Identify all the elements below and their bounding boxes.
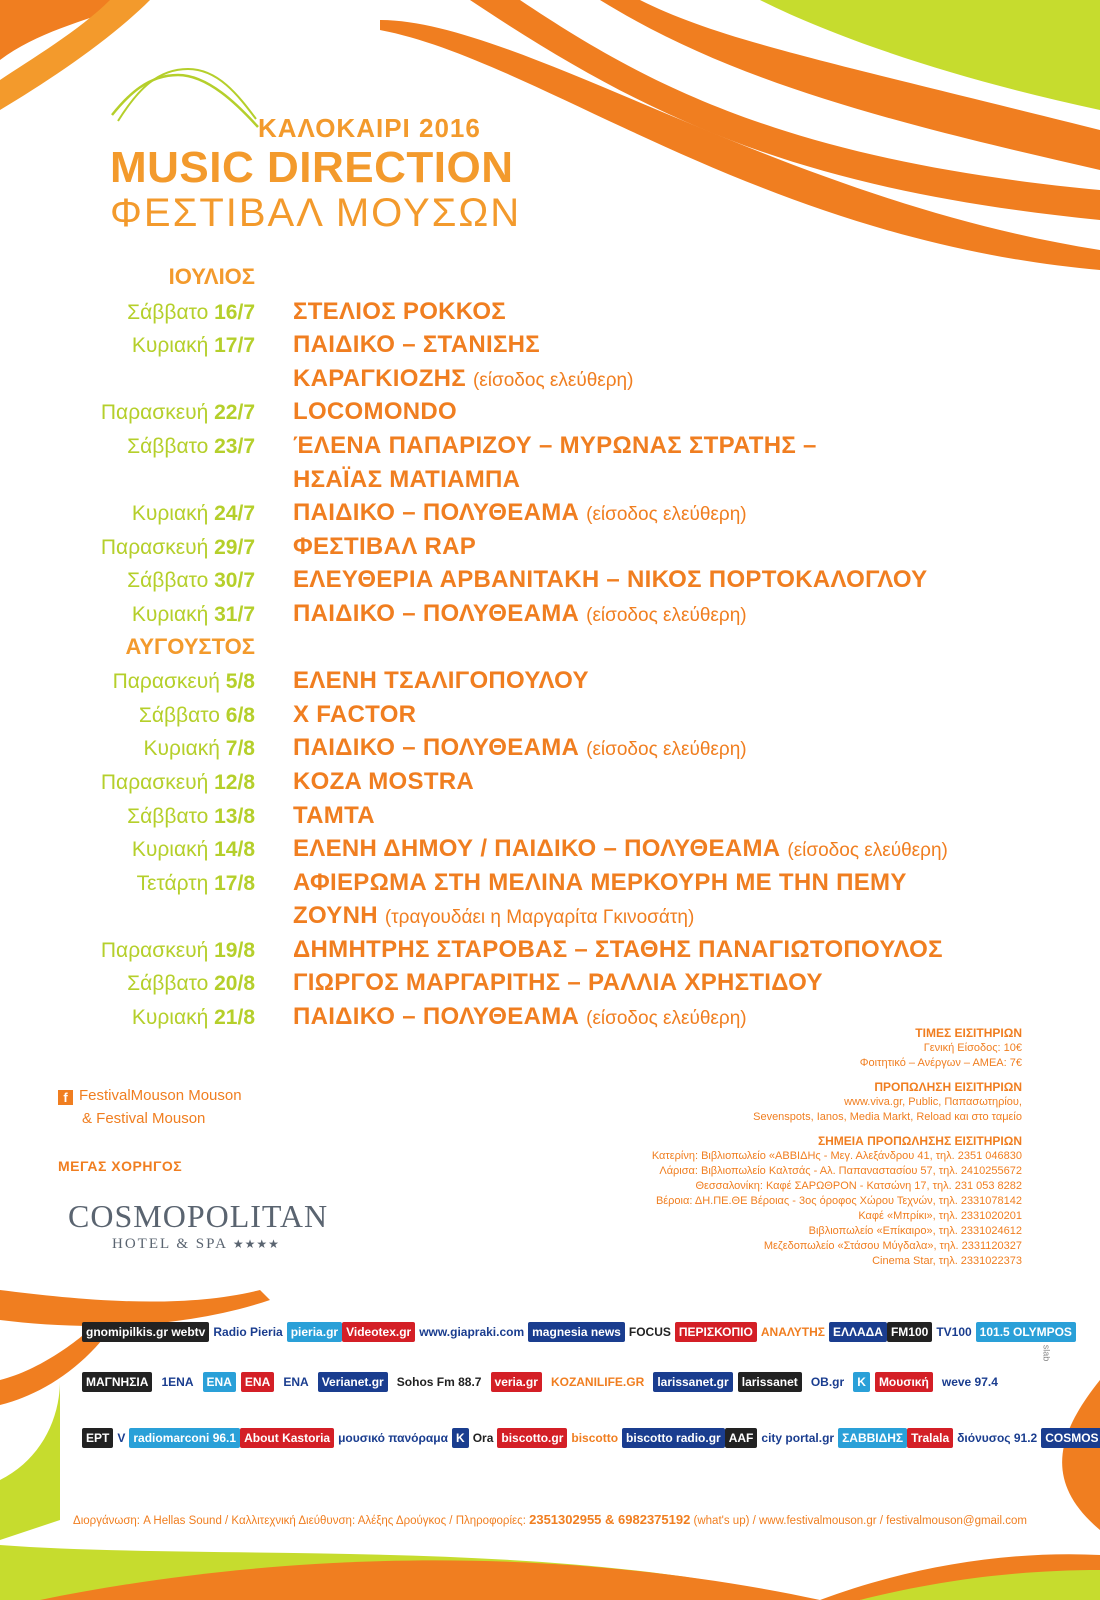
event-title-text: ΔΗΜΗΤΡΗΣ ΣΤΑΡΟΒΑΣ – ΣΤΑΘΗΣ ΠΑΝΑΓΙΩΤΟΠΟΥΛΟΣ [293,935,943,963]
facebook-page-1[interactable]: FestivalMouson Mouson [79,1087,242,1104]
point-item: Βιβλιοπωλείο «Επίκαιρο», τηλ. 2331024612 [808,1225,1022,1237]
event-date [40,502,255,526]
media-logo: ENA [241,1372,274,1392]
media-logo: AAF [725,1428,758,1448]
event-title [293,969,823,997]
event-date-value: 12/8 [214,770,255,794]
event-day: Παρασκευή [100,770,209,794]
media-logo: veria.gr [491,1372,542,1392]
schedule-row [40,667,1050,701]
event-day: Σάββατο [127,434,209,458]
festival-title: ΦΕΣΤΙΒΑΛ ΜΟΥΣΩΝ [110,191,522,235]
event-date [40,334,255,358]
event-title-text: ΠΑΙΔΙΚΟ – ΠΟΛΥΘΕΑΜΑ [293,734,580,762]
event-date [40,872,255,896]
schedule-row [40,835,1050,869]
media-logo: V [117,1431,126,1445]
media-logo: 1ENA [161,1375,194,1389]
schedule-row [40,331,1050,365]
schedule-row [40,902,1050,936]
media-logo: magnesia news [528,1322,625,1342]
sponsor-title: ΜΕΓΑΣ ΧΟΡΗΓΟΣ [58,1158,183,1174]
event-title [293,432,817,460]
footer-contacts[interactable]: (what's up) / www.festivalmouson.gr / festivalmouson@gmail.com [693,1515,1027,1527]
event-date-value: 21/8 [214,1006,255,1030]
schedule-row [40,869,1050,903]
event-title-text: LOCOMONDO [293,398,458,426]
media-logos-row-3 [82,1428,1099,1448]
point-item: Θεσσαλονίκη: Καφέ ΣΑΡΩΘΡΟΝ - Κατσώνη 17, τηλ. 231 053 8282 [695,1180,1022,1192]
media-logo: www.giapraki.com [419,1325,525,1339]
event-title [293,499,747,527]
event-title-text: ΓΙΩΡΓΟΣ ΜΑΡΓΑΡΙΤΗΣ – ΡΑΛΛΙΑ ΧΡΗΣΤΙΔΟΥ [293,969,823,997]
presale-line: Sevenspots, Ianos, Media Markt, Reload και στο ταμείο [753,1111,1022,1123]
media-logo: ΜΑΓΝΗΣΙΑ [82,1372,152,1392]
event-date [40,301,255,325]
event-day: Κυριακή [131,502,209,526]
media-logo: διόνυσος 91.2 [957,1431,1038,1445]
point-item: Καφέ «Μπρίκι», τηλ. 2331020201 [858,1210,1022,1222]
event-date-value: 17/7 [214,334,255,358]
event-date-value: 5/8 [225,670,255,694]
media-logo: ENA [283,1375,309,1389]
media-logo: Μουσική [875,1372,933,1392]
event-date-value: 31/7 [214,602,255,626]
media-logo: Radio Pieria [213,1325,283,1339]
event-title [293,936,943,964]
media-logo: city portal.gr [761,1431,835,1445]
sponsor-logo [68,1192,329,1262]
presale-title: ΠΡΟΠΩΛΗΣΗ ΕΙΣΙΤΗΡΙΩΝ [874,1080,1022,1094]
event-date [40,536,255,560]
point-item: Λάρισα: Βιβλιοπωλείο Καλτσάς - Αλ. Παπαναστασίου 57, τηλ. 2410255672 [659,1165,1022,1177]
points-list [382,1149,1022,1269]
media-logo: FM100 [887,1322,932,1342]
event-title-text: ΠΑΙΔΙΚΟ – ΠΟΛΥΘΕΑΜΑ [293,1003,580,1031]
media-logo: Tralala [907,1428,953,1448]
schedule-row [40,734,1050,768]
month-label: ΙΟΥΛΙΟΣ [168,264,255,289]
schedule-row [40,533,1050,567]
media-logo: ΑΝΑΛΥΤΗΣ [760,1325,825,1339]
event-date [40,737,255,761]
event-title-text: ΚΑΡΑΓΚΙΟΖΗΣ [293,364,467,392]
event-title-text: ΤΑΜΤΑ [293,801,375,829]
price-general: Γενική Είσοδος: 10€ [923,1042,1022,1054]
event-date-value: 29/7 [214,535,255,559]
event-day: Κυριακή [131,602,209,626]
media-logo: ΕΛΛΑΔΑ [829,1322,887,1342]
event-title-text: ΖΟΥΝΗ [293,902,378,930]
event-title-text: ΠΑΙΔΙΚΟ – ΠΟΛΥΘΕΑΜΑ [293,499,580,527]
footer-organizer: Διοργάνωση: A Hellas Sound / Καλλιτεχνική Διεύθυνση: Αλέξης Δρούγκος / Πληροφορίες: [73,1515,526,1527]
event-title [293,600,747,628]
event-title [293,398,457,426]
event-title-text: ΠΑΙΔΙΚΟ – ΣΤΑΝΙΣΗΣ [293,331,540,359]
footer-phones: 2351302955 & 6982375192 [529,1512,691,1527]
month-row [40,634,1050,668]
media-logo: TV100 [936,1325,972,1339]
media-logo: OB.gr [810,1375,845,1389]
event-title [293,331,540,359]
point-item: Cinema Star, τηλ. 2331022373 [872,1255,1022,1267]
event-day: Παρασκευή [112,670,220,694]
point-item: Μεζεδοπωλείο «Στάσου Μύγδαλα», τηλ. 2331120327 [763,1240,1022,1252]
event-date-value: 23/7 [214,434,255,458]
event-day: Τετάρτη [136,871,209,895]
event-title [293,734,747,762]
event-date-value: 6/8 [225,703,255,727]
event-title [293,701,416,729]
event-day: Σάββατο [127,804,209,828]
event-note: (είσοδος ελεύθερη) [787,840,948,862]
event-note: (είσοδος ελεύθερη) [472,369,634,391]
event-date [40,670,255,694]
media-logo: ΠΕΡΙΣΚΟΠΙΟ [675,1322,757,1342]
event-date [40,569,255,593]
media-logo: radiomarconi 96.1 [129,1428,240,1448]
media-logo: ENA [203,1372,236,1392]
event-date-value: 19/8 [214,938,255,962]
event-day: Σάββατο [127,300,209,324]
event-note: (είσοδος ελεύθερη) [586,1008,747,1030]
media-logo: FOCUS [628,1325,671,1339]
schedule-row [40,566,1050,600]
festival-logo [108,55,528,235]
event-title-text: KOZA MOSTRA [293,767,475,795]
event-day: Σάββατο [127,972,209,996]
footer-credits [0,1512,1100,1527]
media-logo: Ora [472,1431,494,1445]
media-logo: K [452,1428,469,1448]
media-logo: KOZANILIFE.GR [550,1375,645,1389]
sponsor-name: COSMOPOLITAN [68,1198,329,1234]
price-reduced: Φοιτητικό – Ανέργων – ΑΜΕΑ: 7€ [859,1057,1022,1069]
media-logo: larissanet.gr [653,1372,732,1392]
event-date [40,704,255,728]
facebook-icon: f [58,1090,73,1105]
schedule-row [40,432,1050,466]
presale-line: www.viva.gr, Public, Παπασωτηρίου, [844,1096,1022,1108]
event-date [40,1006,255,1030]
media-logo: K [853,1372,870,1392]
event-date-value: 22/7 [214,401,255,425]
brand-title: MUSIC DIRECTION [110,143,514,192]
designer-credit: slab [1041,1344,1052,1362]
event-title-text: ΠΑΙΔΙΚΟ – ΠΟΛΥΘΕΑΜΑ [293,599,580,627]
schedule-row [40,466,1050,500]
event-title-text: ΑΦΙΕΡΩΜΑ ΣΤΗ ΜΕΛΙΝΑ ΜΕΡΚΟΥΡΗ ΜΕ ΤΗΝ ΠΕΜΥ [293,868,907,896]
event-day: Σάββατο [138,703,220,727]
media-logo: Sohos Fm 88.7 [396,1375,482,1389]
media-logo: pieria.gr [287,1322,342,1342]
event-date-value: 20/8 [214,972,255,996]
facebook-page-2[interactable]: & Festival Mouson [82,1110,206,1127]
event-day: Παρασκευή [100,535,209,559]
media-logo: weve 97.4 [941,1375,998,1389]
sponsor-stars: ★★★★ [232,1237,280,1251]
event-date-value: 13/8 [214,804,255,828]
event-day: Παρασκευή [100,938,209,962]
event-day: Κυριακή [131,334,209,358]
event-title [293,566,928,594]
ticket-info [382,1026,1022,1269]
event-date-value: 30/7 [214,569,255,593]
event-title [293,802,375,830]
event-day: Κυριακή [131,838,209,862]
point-item: Βέροια: ΔΗ.ΠΕ.ΘΕ Βέροιας - 3ος όροφος Χώρου Τεχνών, τηλ. 2331078142 [655,1195,1022,1207]
schedule-row [40,969,1050,1003]
media-logo: 101.5 OLYMPOS [976,1322,1076,1342]
schedule-row [40,499,1050,533]
event-title-text: ΣΤΕΛΙΟΣ ΡΟΚΚΟΣ [293,297,506,325]
event-date-value: 24/7 [214,502,255,526]
event-title-text: ΈΛΕΝΑ ΠΑΠΑΡΙΖΟΥ – ΜΥΡΩΝΑΣ ΣΤΡΑΤΗΣ – [293,431,817,459]
media-logo: Verianet.gr [318,1372,388,1392]
schedule-row [40,298,1050,332]
event-note: (είσοδος ελεύθερη) [586,604,747,626]
event-date [40,435,255,459]
media-logo: biscotto radio.gr [622,1428,725,1448]
media-logo: μουσικό πανόραμα [338,1431,449,1445]
event-date-value: 14/8 [214,838,255,862]
media-logo: biscotto [571,1431,619,1445]
schedule-list [40,264,1050,1037]
media-logo: About Kastoria [240,1428,334,1448]
event-note: (τραγουδάει η Μαργαρίτα Γκινοσάτη) [384,907,695,929]
media-logos-row-2 [82,1372,1002,1392]
schedule-row [40,398,1050,432]
event-title-text: ΗΣΑΪΑΣ ΜΑΤΙΑΜΠΑ [293,465,521,493]
event-title [293,835,948,863]
schedule-row [40,936,1050,970]
month-label: ΑΥΓΟΥΣΤΟΣ [125,633,255,659]
event-title [293,466,520,494]
event-date-value: 17/8 [214,871,255,895]
event-date [40,771,255,795]
event-title [293,533,476,561]
event-note: (είσοδος ελεύθερη) [586,739,747,761]
schedule-row [40,365,1050,399]
schedule-row [40,768,1050,802]
event-title-text: X FACTOR [293,700,417,728]
media-logo: gnomipilkis.gr webtv [82,1322,209,1342]
prices-title: ΤΙΜΕΣ ΕΙΣΙΤΗΡΙΩΝ [915,1026,1022,1040]
event-title [293,298,506,326]
schedule-row [40,701,1050,735]
event-date [40,939,255,963]
media-logo: Videotex.gr [342,1322,415,1342]
event-title-text: ΕΛΕΝΗ ΤΣΑΛΙΓΟΠΟΥΛΟΥ [293,667,589,695]
event-day: Κυριακή [131,1006,209,1030]
event-title [293,667,589,695]
event-date-value: 16/7 [214,300,255,324]
media-logo: COSMOS [1041,1428,1100,1448]
event-day: Παρασκευή [100,401,209,425]
sponsor-sub: HOTEL & SPA [112,1236,228,1252]
point-item: Κατερίνη: Βιβλιοπωλείο «ΑΒΒΙΔΗς - Μεγ. Αλεξάνδρου 41, τηλ. 2351 046830 [651,1150,1022,1162]
schedule-row [40,600,1050,634]
event-date [40,838,255,862]
event-title-text: ΕΛΕΝΗ ΔΗΜΟΥ / ΠΑΙΔΙΚΟ – ΠΟΛΥΘΕΑΜΑ [293,835,781,863]
media-logo: biscotto.gr [497,1428,567,1448]
event-day: Σάββατο [127,569,209,593]
event-title [293,869,907,897]
event-date [40,401,255,425]
event-title [293,768,474,796]
event-title [293,902,694,930]
season-title: ΚΑΛΟΚΑΙΡΙ 2016 [258,113,481,143]
event-day: Κυριακή [143,737,220,761]
media-logo: ΣΑΒΒΙΔΗΣ [838,1428,907,1448]
event-date-value: 7/8 [225,737,255,761]
event-title-text: ΦΕΣΤΙΒΑΛ RAP [293,532,477,560]
event-note: (είσοδος ελεύθερη) [586,504,747,526]
media-logo: ΕΡΤ [82,1428,113,1448]
points-title: ΣΗΜΕΙΑ ΠΡΟΠΩΛΗΣΗΣ ΕΙΣΙΤΗΡΙΩΝ [817,1134,1022,1148]
event-title-text: ΕΛΕΥΘΕΡΙΑ ΑΡΒΑΝΙΤΑΚΗ – ΝΙΚΟΣ ΠΟΡΤΟΚΑΛΟΓΛΟΥ [293,566,928,594]
event-date [40,972,255,996]
media-logo: larissanet [738,1372,802,1392]
event-date [40,805,255,829]
month-row [40,264,1050,298]
facebook-info[interactable] [58,1084,242,1130]
event-title [293,365,633,393]
event-date [40,603,255,627]
media-logos-row-1 [82,1322,1072,1342]
schedule-row [40,802,1050,836]
